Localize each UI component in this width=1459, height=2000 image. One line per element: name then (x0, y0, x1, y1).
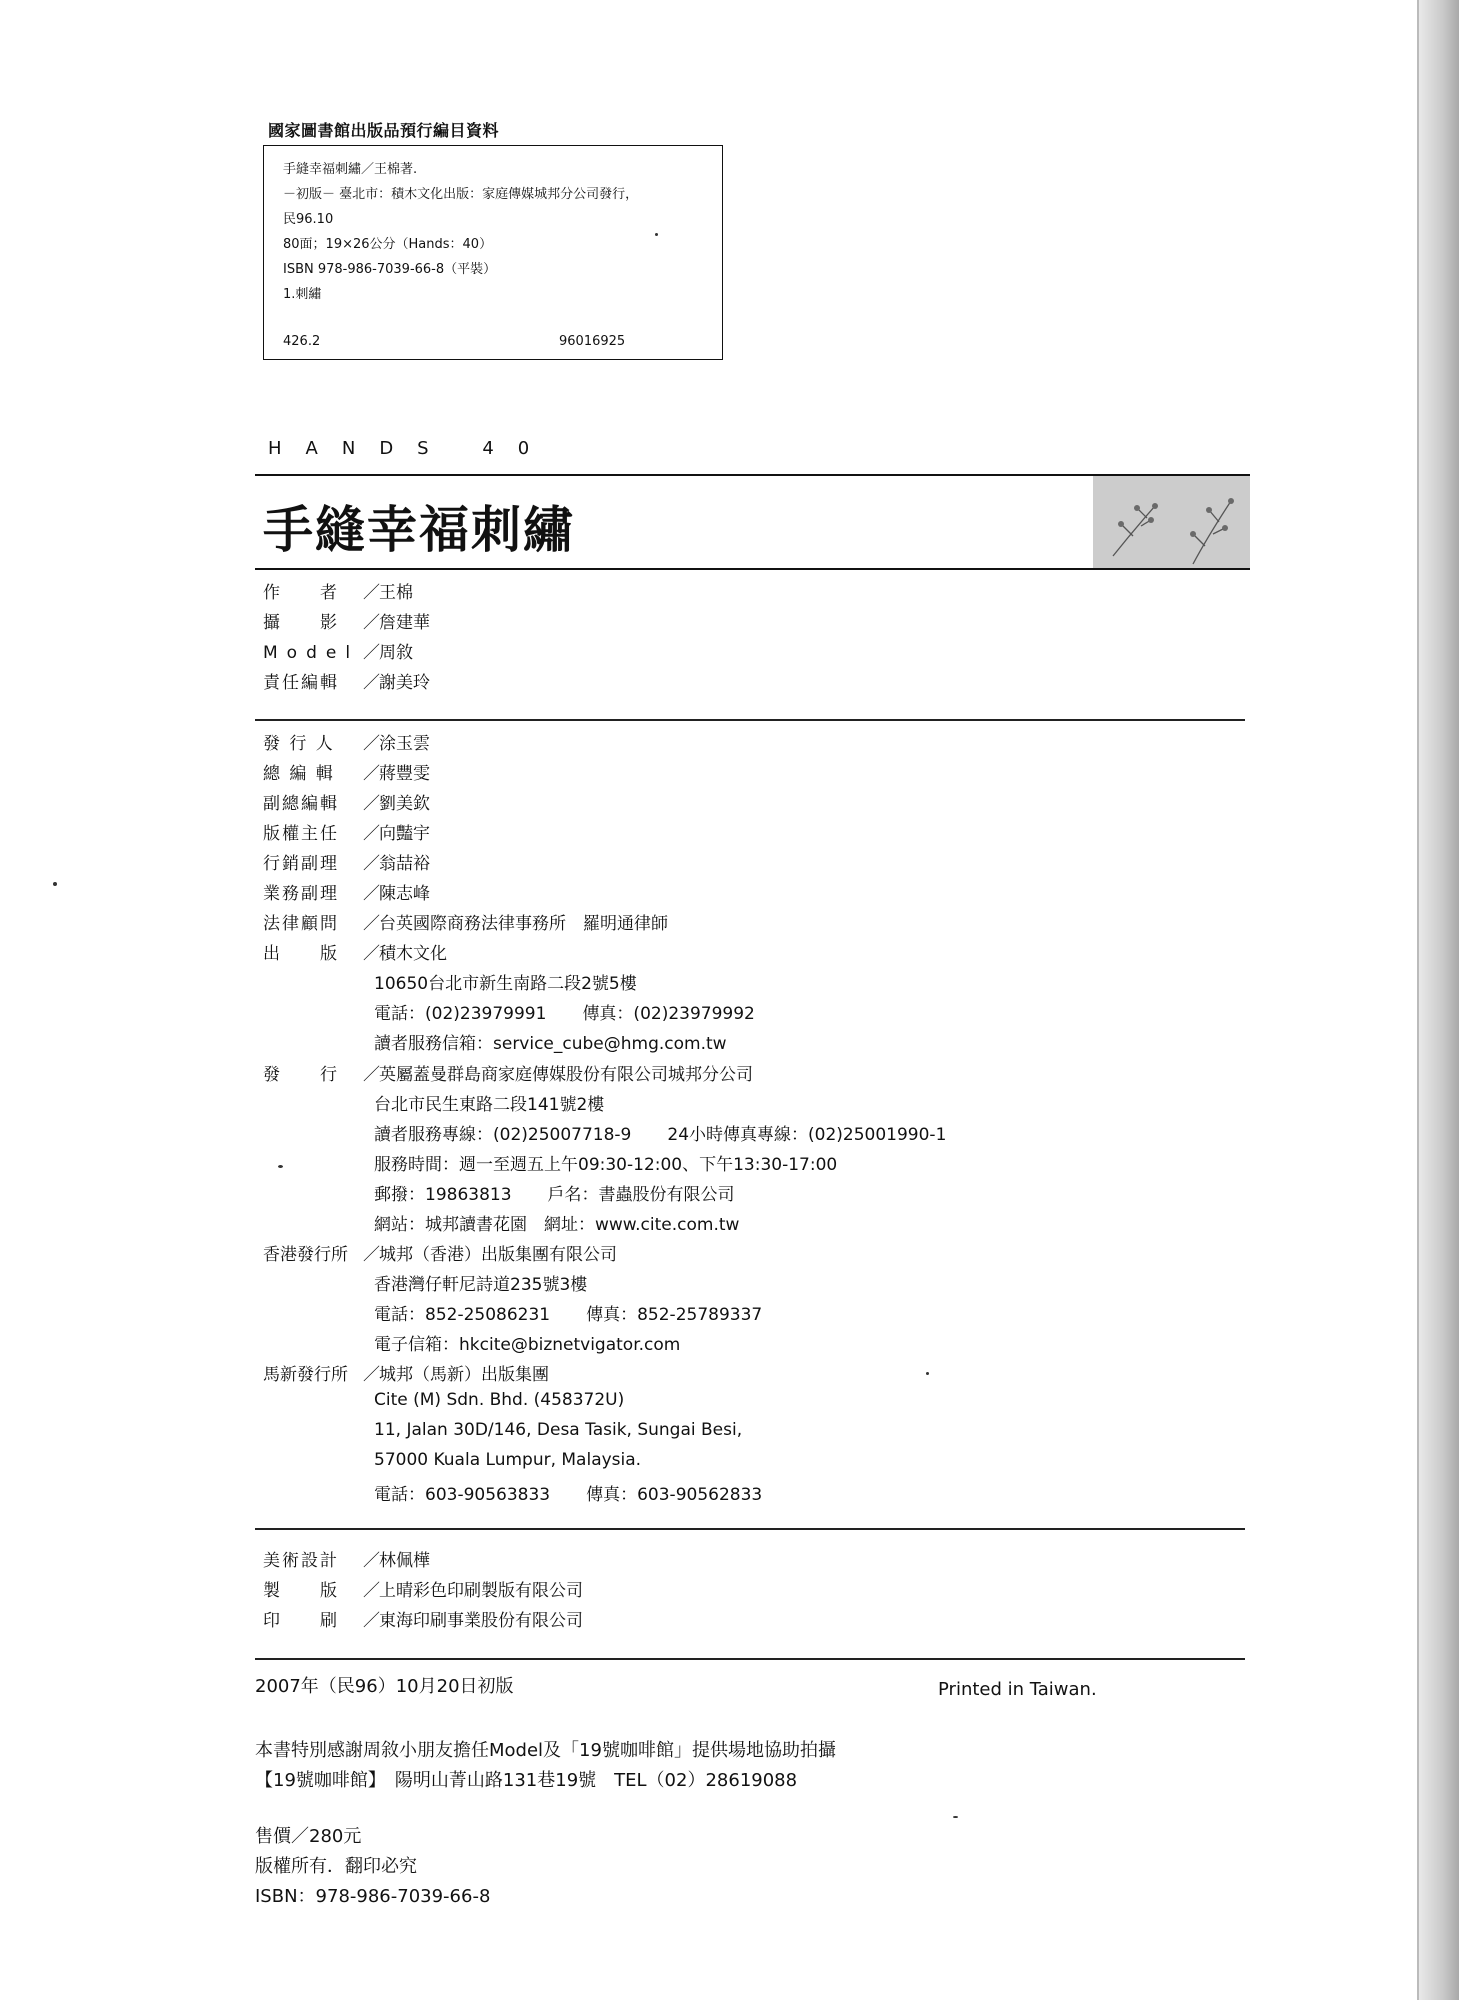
production-row: 印 刷 ／東海印刷事業股份有限公司 (263, 1611, 583, 1631)
cip-box (263, 145, 723, 360)
credit-photography: 攝 影 ／詹建華 (263, 613, 430, 633)
hk-email: 電子信箱：hkcite@biznetvigator.com (374, 1335, 681, 1355)
printed-in: Printed in Taiwan. (938, 1679, 1097, 1700)
scan-speck (655, 233, 658, 236)
staff-row-legal: 法律顧問 ／台英國際商務法律事務所 羅明通律師 (263, 914, 668, 934)
my-contact: 電話：603-90563833 傳真：603-90562833 (374, 1485, 763, 1505)
publisher-contact: 電話：(02)23979991 傳真：(02)23979992 (374, 1004, 755, 1024)
page-edge-line (1417, 0, 1419, 2000)
scan-speck (53, 882, 57, 886)
scan-speck (926, 1372, 929, 1375)
edition-date: 2007年（民96）10月20日初版 (255, 1676, 514, 1697)
cip-line: 民96.10 (283, 212, 334, 227)
distributor-site: 網站：城邦讀書花園 網址：www.cite.com.tw (374, 1215, 740, 1235)
staff-row: 發 行 人 ／涂玉雲 (263, 734, 430, 754)
cip-line: －初版－ 臺北市：積木文化出版：家庭傳媒城邦分公司發行， (283, 187, 639, 202)
cip-record-number: 96016925 (559, 334, 626, 349)
cafe-info: 【19號咖啡館】 陽明山菁山路131巷19號 TEL（02）28619088 (255, 1770, 798, 1791)
cip-line: 手縫幸福刺繡／王棉著. (283, 162, 418, 177)
book-title: 手縫幸福刺繡 (263, 500, 575, 559)
floral-decoration-image (1093, 476, 1250, 568)
page-edge-shadow (1419, 0, 1459, 2000)
hk-row: 香港發行所 ／城邦（香港）出版集團有限公司 (263, 1245, 617, 1265)
distributor-row: 發 行 ／英屬蓋曼群島商家庭傳媒股份有限公司城邦分公司 (263, 1065, 753, 1085)
distributor-address: 台北市民生東路二段141號2樓 (374, 1095, 605, 1115)
distributor-postal: 郵撥：19863813 戶名：書蟲股份有限公司 (374, 1185, 735, 1205)
distributor-hours: 服務時間：週一至週五上午09:30-12:00、下午13:30-17:00 (374, 1155, 838, 1175)
hk-contact: 電話：852-25086231 傳真：852-25789337 (374, 1305, 763, 1325)
section-rule (255, 1658, 1245, 1660)
production-row: 美術設計 ／林佩樺 (263, 1551, 430, 1571)
title-bottom-rule (255, 568, 1250, 570)
credit-model: Model ／周敘 (263, 643, 413, 663)
publisher-row: 出 版 ／積木文化 (263, 944, 447, 964)
section-rule (255, 719, 1245, 721)
my-line: Cite (M) Sdn. Bhd. (458372U) (374, 1390, 625, 1410)
cip-class-number: 426.2 (283, 334, 321, 349)
series-label: HANDS 40 (268, 438, 554, 459)
price: 售價／280元 (255, 1826, 362, 1847)
staff-row: 版權主任 ／向豔宇 (263, 824, 430, 844)
credit-editor: 責任編輯 ／謝美玲 (263, 673, 430, 693)
section-rule (255, 1528, 1245, 1530)
rights-notice: 版權所有．翻印必究 (255, 1856, 417, 1877)
publisher-email: 讀者服務信箱：service_cube@hmg.com.tw (374, 1034, 727, 1054)
hk-address: 香港灣仔軒尼詩道235號3樓 (374, 1275, 588, 1295)
my-line: 57000 Kuala Lumpur, Malaysia. (374, 1450, 642, 1470)
cip-line: 1.刺繡 (283, 287, 322, 302)
my-row: 馬新發行所 ／城邦（馬新）出版集團 (263, 1365, 549, 1385)
cip-heading: 國家圖書館出版品預行編目資料 (268, 121, 500, 140)
cip-line: ISBN 978-986-7039-66-8（平裝） (283, 262, 497, 277)
cip-line: 80面；19×26公分（Hands：40） (283, 237, 493, 252)
publisher-address: 10650台北市新生南路二段2號5樓 (374, 974, 637, 994)
staff-row: 行銷副理 ／翁喆裕 (263, 854, 430, 874)
credit-author: 作 者 ／王棉 (263, 583, 413, 603)
distributor-lines: 讀者服務專線：(02)25007718-9 24小時傳真專線：(02)25001990-1 (374, 1125, 947, 1145)
staff-row: 副總編輯 ／劉美欽 (263, 794, 430, 814)
isbn: ISBN：978-986-7039-66-8 (255, 1886, 491, 1907)
staff-row: 總 編 輯 ／蔣豐雯 (263, 764, 430, 784)
acknowledgement: 本書特別感謝周敘小朋友擔任Model及「19號咖啡館」提供場地協助拍攝 (255, 1740, 836, 1761)
scan-speck (953, 1816, 958, 1818)
production-row: 製 版 ／上晴彩色印刷製版有限公司 (263, 1581, 583, 1601)
my-line: 11, Jalan 30D/146, Desa Tasik, Sungai Besi, (374, 1420, 743, 1440)
staff-row: 業務副理 ／陳志峰 (263, 884, 430, 904)
scan-speck (278, 1165, 283, 1168)
